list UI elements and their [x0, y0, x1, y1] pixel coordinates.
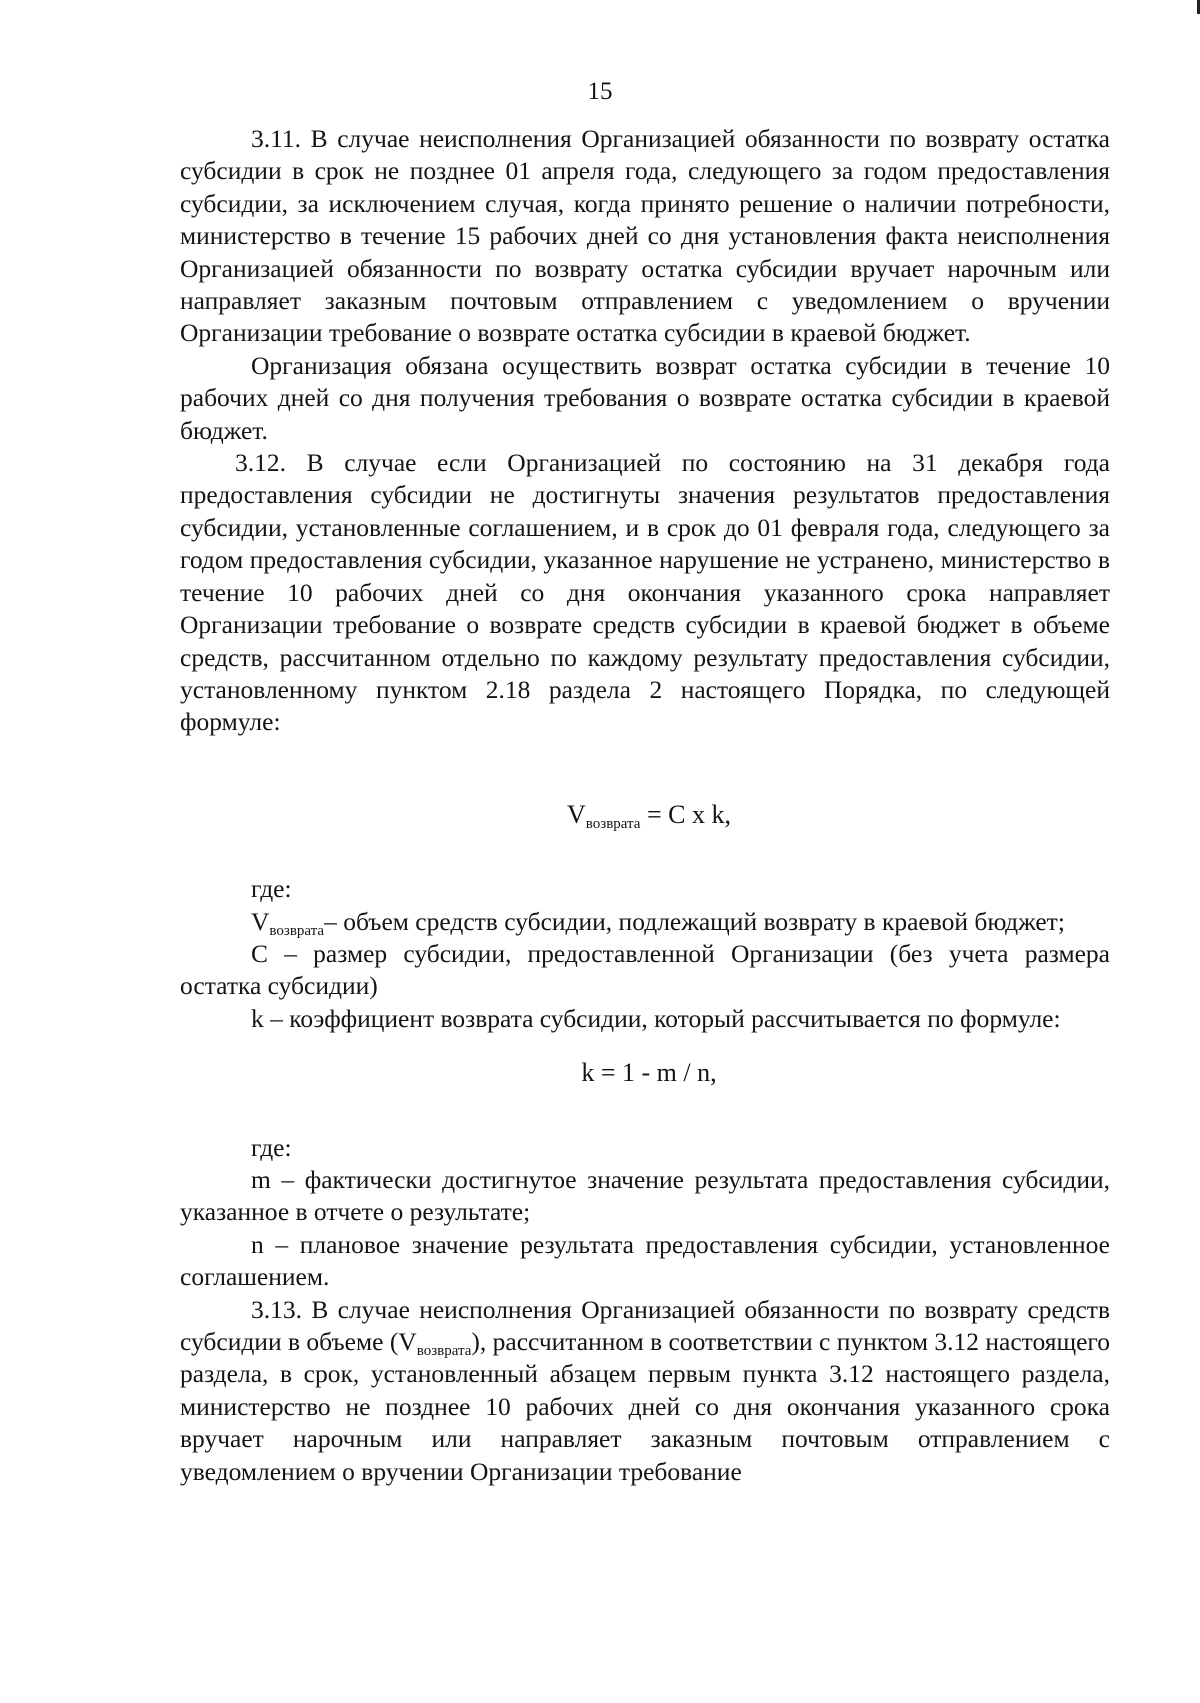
paragraph-3-11-return-obligation: Организация обязана осуществить возврат остатка субсидии в течение 10 рабочих дней со дня получения требования о возврате остатка субсидии в краевой бюджет.	[180, 350, 1110, 445]
formula-v-rhs: = C x k,	[640, 799, 731, 829]
formula-v-subscript: возврата	[585, 815, 641, 832]
document-body	[180, 123, 1110, 1488]
definition-v-symbol: V	[251, 906, 270, 936]
definition-m: m – фактически достигнутое значение результата предоставления субсидии, указанное в отчете о результате;	[180, 1164, 1110, 1227]
formula-v-symbol: V	[567, 799, 586, 829]
definition-c: С – размер субсидии, предоставленной Организации (без учета размера остатка субсидии)	[180, 938, 1110, 1001]
paragraph-3-11: 3.11. В случае неисполнения Организацией обязанности по возврату остатка субсидии в срок не позднее 01 апреля года, следующего за годом предоставления субсидии, за исключением случая, когда принято решение о наличии потребности, министерство в течение 15 рабочих дней со дня установления факта неисполнения Организацией обязанности по возврату остатка субсидии вручает нарочным или направляет заказным почтовым отправлением с уведомлением о вручении Организации требование о возврате остатка субсидии в краевой бюджет.	[180, 124, 1110, 348]
paragraph-3-13-start: 3.13. В случае неисполнения Организацией обязанности по возврату средств субсидии в объеме (V	[180, 1294, 1110, 1356]
paragraph-3-13-subscript: возврата	[416, 1343, 472, 1359]
definition-v-text: – объем средств субсидии, подлежащий возврату в краевой бюджет;	[324, 906, 1065, 936]
formula-v-return	[180, 799, 1110, 831]
paragraph-3-13	[180, 1294, 1110, 1488]
where-label-2: где:	[251, 1132, 292, 1162]
page-number: 15	[587, 78, 613, 105]
paragraph-3-12: 3.12. В случае если Организацией по состоянию на 31 декабря года предоставления субсидии не достигнуты значения результатов предоставления субсидии, установленные соглашением, и в срок до 01 февраля года, следующего за годом предоставления субсидии, указанное нарушение не устранено, министерство в течение 10 рабочих дней со дня окончания указанного срока направляет Организации требование о возврате средств субсидии в краевой бюджет в объеме средств, рассчитанном отдельно по каждому результату предоставления субсидии, установленному пунктом 2.18 раздела 2 настоящего Порядка, по следующей формуле:	[180, 448, 1110, 737]
definition-n: n – плановое значение результата предоставления субсидии, установленное соглашением.	[180, 1229, 1110, 1292]
where-label-1: где:	[251, 874, 292, 904]
paragraph-3-13-end: ), рассчитанном в соответствии с пунктом 3.12 настоящего раздела, в срок, установленный абзацем первым пункта 3.12 настоящего раздела, министерство не позднее 10 рабочих дней со дня окончания указанного срока вручает нарочным или направляет заказным почтовым отправлением с уведомлением о вручении Организации требование	[180, 1327, 1110, 1486]
formula-k: k = 1 - m / n,	[581, 1058, 717, 1088]
definition-v	[180, 906, 1110, 938]
definition-v-subscript: возврата	[269, 922, 325, 939]
definition-k: k – коэффициент возврата субсидии, который рассчитывается по формуле:	[251, 1003, 1061, 1033]
